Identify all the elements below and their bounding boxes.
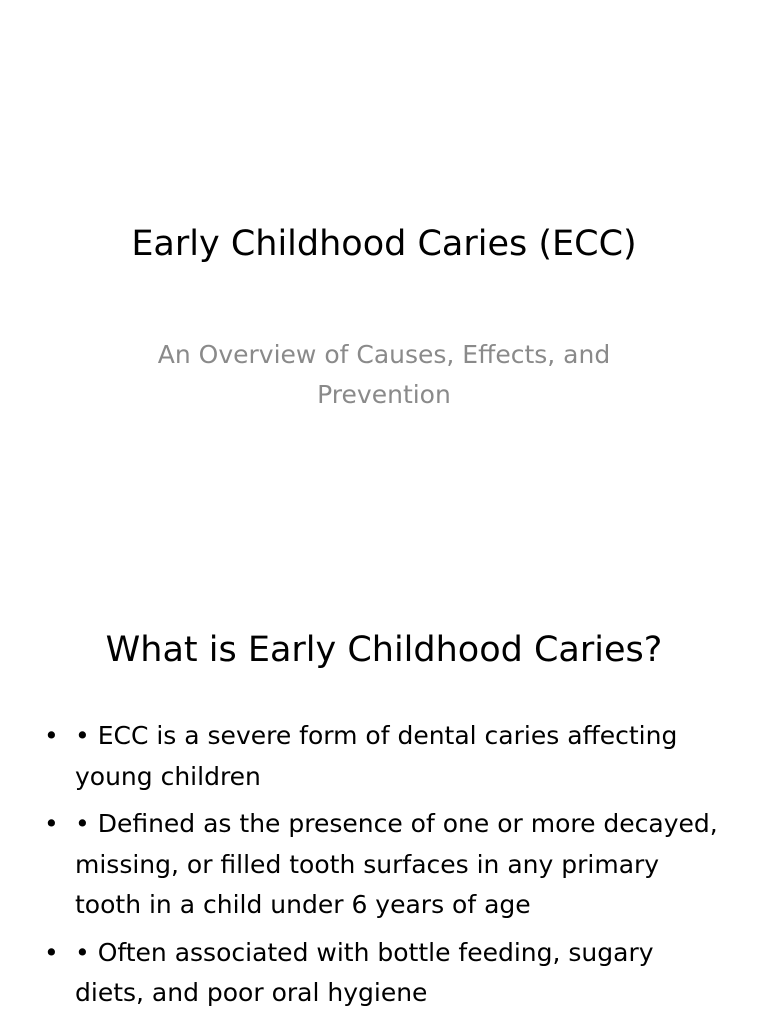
slide-subtitle: An Overview of Causes, Effects, and Prevention [157, 340, 611, 409]
bullet-marker: • [44, 937, 59, 967]
bullet-marker: • [44, 721, 59, 750]
bullet-item [0, 716, 768, 797]
bullet-marker: • [44, 809, 59, 838]
bullet-list [0, 716, 768, 1021]
bullet-text: • Defined as the presence of one or more decayed, missing, or filled tooth surfaces in any primary tooth in a child under 6 years of age [75, 809, 718, 919]
slide-title: Early Childhood Caries (ECC) [131, 224, 637, 264]
content-slide [0, 576, 768, 1024]
slide-title: What is Early Childhood Caries? [105, 630, 663, 670]
bullet-text: • Often associated with bottle feeding, sugary diets, and poor oral hygiene [75, 937, 654, 1007]
bullet-item [0, 804, 768, 926]
bullet-item [0, 933, 768, 1014]
bullet-text: • ECC is a severe form of dental caries affecting young children [75, 721, 678, 791]
